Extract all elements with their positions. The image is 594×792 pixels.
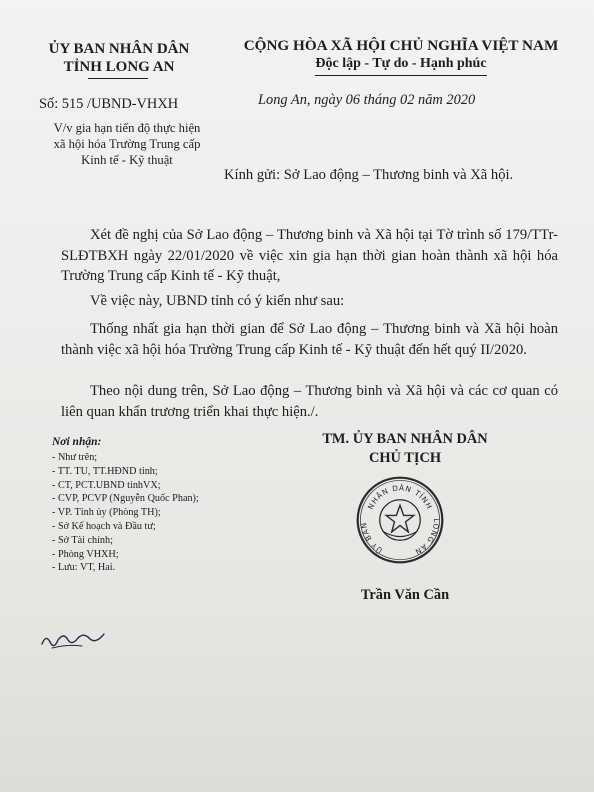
body-paragraph-3: Thống nhất gia hạn thời gian để Sở Lao động – Thương binh và Xã hội hoàn thành việc xã hội hóa Trường Trung cấp Kinh tế - Kỹ thuật đến hết quý II/2020. — [61, 321, 558, 358]
nation-motto: Độc lập - Tự do - Hạnh phúc — [315, 56, 487, 71]
seal-left-text: ỦY BAN — [359, 521, 385, 555]
addressee: Kính gửi: Sở Lao động – Thương binh và Xã hội. — [224, 167, 514, 183]
recipient-item: - TT. TU, TT.HĐND tỉnh; — [52, 465, 158, 477]
place-and-date: Long An, ngày 06 tháng 02 năm 2020 — [258, 92, 476, 108]
seal-right-text: LONG AN — [413, 518, 441, 557]
seal-star — [386, 505, 414, 532]
recipient-item: - VP. Tỉnh ủy (Phòng TH); — [52, 507, 161, 519]
org-underline — [88, 78, 148, 79]
recipient-item: - Sở Kế hoạch và Đầu tư; — [52, 520, 156, 532]
recipients-list — [52, 451, 199, 575]
seal-top-text: NHÂN DÂN TỈNH — [365, 483, 435, 511]
recipient-item: - Lưu: VT, Hai. — [52, 562, 116, 574]
document-number: Số: 515 /UBND-VHXH — [39, 96, 179, 112]
nation-title: CỘNG HÒA XÃ HỘI CHỦ NGHĨA VIỆT NAM — [243, 37, 559, 54]
motto-underline — [315, 75, 487, 76]
svg-text:LONG AN — [413, 518, 441, 557]
signer-name: Trần Văn Cần — [360, 587, 450, 603]
subject-line1: V/v gia hạn tiến độ thực hiện — [53, 121, 201, 135]
signature-title: TM. ỦY BAN NHÂN DÂN — [322, 431, 488, 447]
recipient-item: - Như trên; — [52, 452, 98, 463]
subject-line3: Kinh tế - Kỹ thuật — [81, 153, 173, 167]
signature-role: CHỦ TỊCH — [368, 450, 442, 466]
official-seal-icon — [354, 474, 446, 566]
body-paragraph-1: Xét đề nghị của Sở Lao động – Thương binh và Xã hội tại Tờ trình số 179/TTr-SLĐTBXH ngày 22/01/2020 về việc xin gia hạn thời gian hoàn thành xã hội hóa Trường Trung cấp Kinh tế - Kỹ thuật, — [61, 227, 558, 284]
recipients-title: Nơi nhận: — [52, 436, 102, 448]
body-paragraph-2: Về việc này, UBND tỉnh có ý kiến như sau: — [90, 293, 345, 309]
handwritten-initial-icon — [38, 624, 108, 654]
recipient-item: - Sở Tài chính; — [52, 534, 113, 546]
org-name-line2: TỈNH LONG AN — [63, 59, 175, 75]
body-paragraph-4: Theo nội dung trên, Sở Lao động – Thương binh và Xã hội và các cơ quan có liên quan khẩn trương triển khai thực hiện./. — [61, 383, 558, 420]
subject-line2: xã hội hóa Trường Trung cấp — [53, 137, 201, 151]
recipient-item: - Phòng VHXH; — [52, 548, 119, 560]
recipient-item: - CT, PCT.UBND tỉnhVX; — [52, 479, 161, 491]
org-name-line1: ỦY BAN NHÂN DÂN — [48, 41, 190, 57]
recipient-item: - CVP, PCVP (Nguyễn Quốc Phan); — [52, 493, 199, 505]
